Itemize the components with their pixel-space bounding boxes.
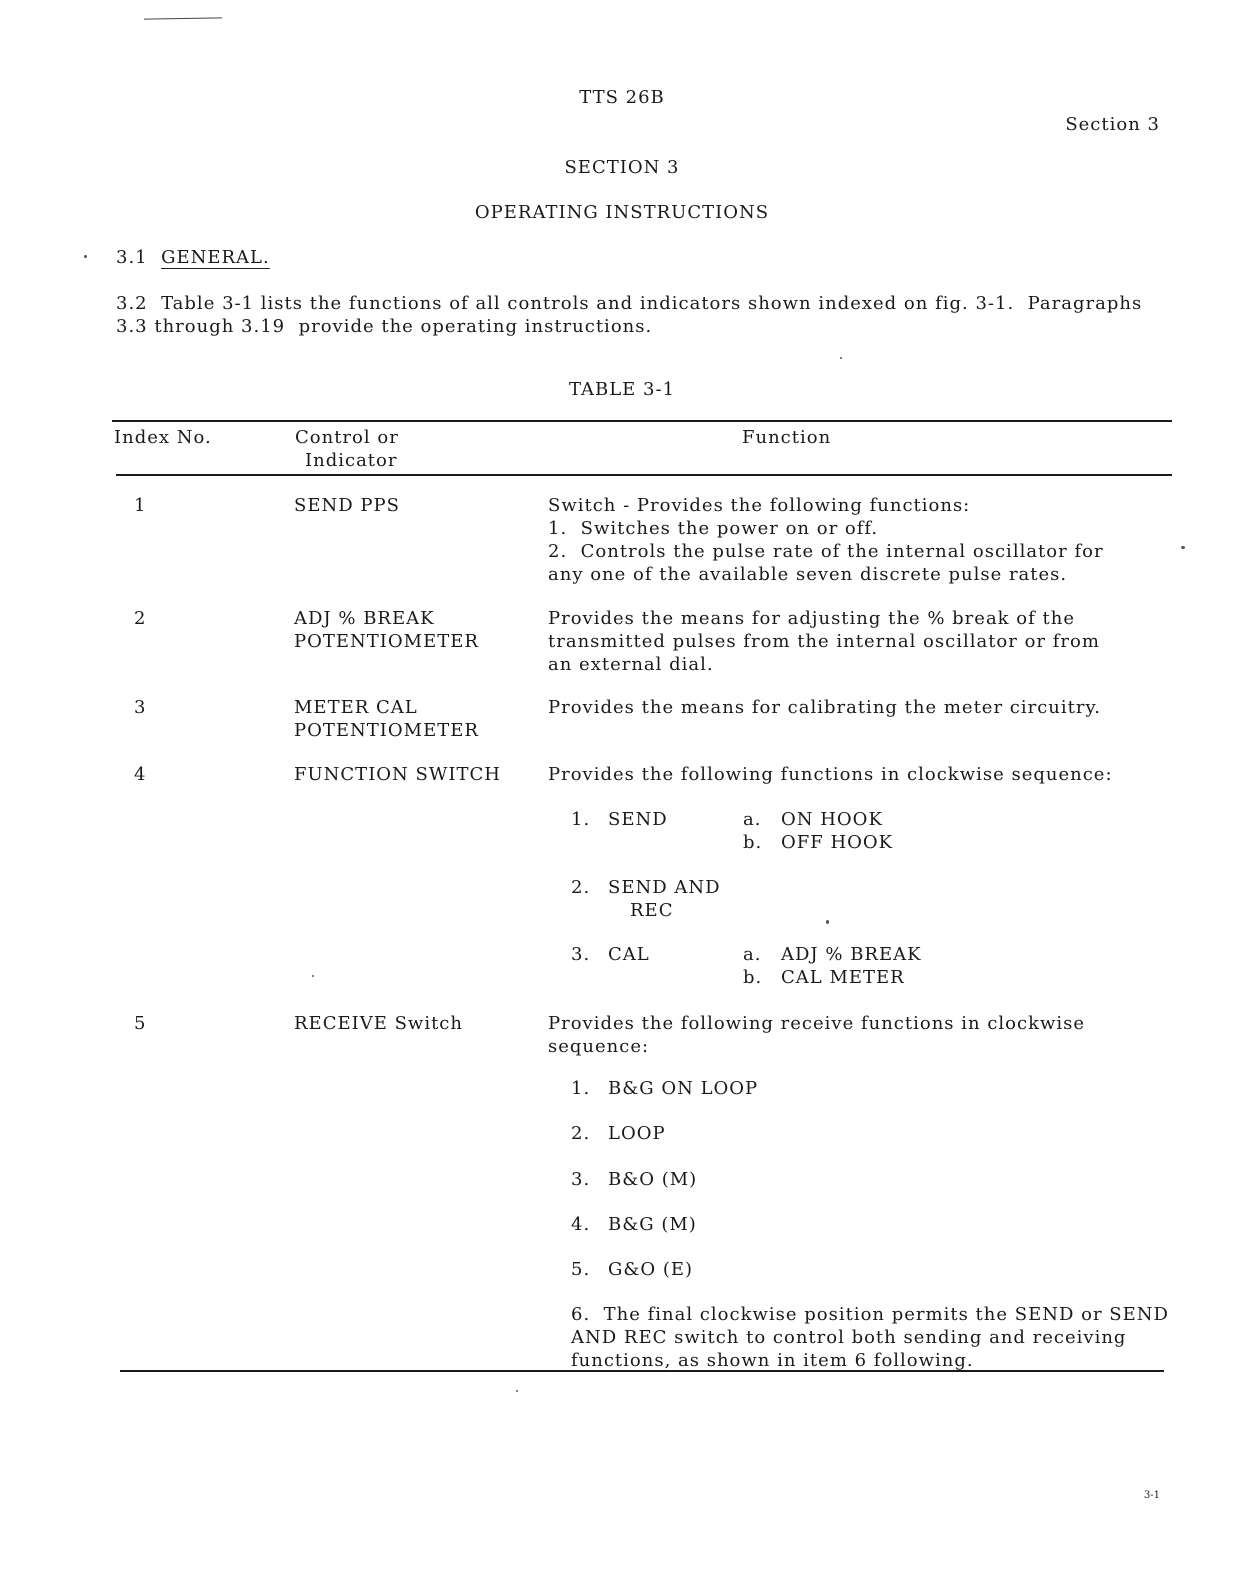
stray-mark <box>144 17 222 21</box>
item-number: 5. <box>571 1259 591 1280</box>
section-title: SECTION 3 <box>564 157 680 178</box>
row-control: RECEIVE Switch <box>294 1013 463 1034</box>
column-header-control-line: Indicator <box>305 450 398 471</box>
scan-speck <box>516 1390 518 1392</box>
row-index: 3 <box>134 697 147 718</box>
item-label: LOOP <box>608 1123 666 1144</box>
row-index: 4 <box>134 764 147 785</box>
item-number: 4. <box>571 1214 591 1235</box>
option-letter: b. <box>743 832 763 853</box>
table-title: TABLE 3-1 <box>568 379 676 400</box>
document-id: TTS 26B <box>579 87 665 108</box>
function-line: Switch - Provides the following functions: <box>548 495 971 516</box>
item-label: B&G (M) <box>608 1214 697 1235</box>
general-number: 3.1 <box>116 247 148 268</box>
row-index: 1 <box>134 495 147 516</box>
option-text: ON HOOK <box>781 809 883 830</box>
control-line: METER CAL <box>294 697 418 718</box>
function-line: any one of the available seven discrete pulse rates. <box>548 564 1068 585</box>
row-function <box>548 494 1104 586</box>
function-line: an external dial. <box>548 654 714 675</box>
item-label: B&O (M) <box>608 1169 698 1190</box>
section-label: Section 3 <box>1065 114 1160 135</box>
table-top-rule <box>112 420 1172 422</box>
scan-speck <box>312 975 314 977</box>
row-function: Provides the following functions in clockwise sequence: <box>548 764 1113 785</box>
column-header-control-line: Control or <box>295 427 399 448</box>
item-label: B&G ON LOOP <box>608 1078 759 1099</box>
row-index: 5 <box>134 1013 147 1034</box>
control-line: POTENTIOMETER <box>294 720 479 741</box>
item-number: 3. <box>571 1169 591 1190</box>
row-control <box>294 607 479 653</box>
table-header-rule <box>116 474 1172 476</box>
option-text: OFF HOOK <box>781 832 894 853</box>
function-line: 1. Switches the power on or off. <box>548 518 879 539</box>
option-text: CAL METER <box>781 967 905 988</box>
item-number: 2. <box>571 1123 591 1144</box>
paragraph-line: 3.3 through 3.19 provide the operating instructions. <box>116 316 653 337</box>
intro-paragraph <box>116 292 1142 338</box>
item-number: 1. <box>571 809 591 830</box>
column-header-function: Function <box>742 427 832 448</box>
row-function: Provides the means for calibrating the meter circuitry. <box>548 697 1101 718</box>
option-text: ADJ % BREAK <box>781 944 922 965</box>
item-label: SEND <box>608 809 668 830</box>
option-letter: a. <box>743 944 762 965</box>
item-label: G&O (E) <box>608 1259 694 1280</box>
function-line: 2. Controls the pulse rate of the internal oscillator for <box>548 541 1104 562</box>
paragraph-line: 3.2 Table 3-1 lists the functions of all controls and indicators shown indexed on fig. 3-1. Paragraphs <box>116 293 1143 314</box>
scan-speck <box>84 255 87 258</box>
page-number: 3-1 <box>1143 1490 1160 1501</box>
scan-speck <box>1181 546 1185 549</box>
scan-speck <box>840 357 842 359</box>
item-number: 2. <box>571 877 591 898</box>
control-line: POTENTIOMETER <box>294 631 479 652</box>
function-line: transmitted pulses from the internal oscillator or from <box>548 631 1100 652</box>
row-control: FUNCTION SWITCH <box>294 764 501 785</box>
item-label: SEND AND <box>608 877 721 898</box>
page-title: OPERATING INSTRUCTIONS <box>474 202 770 223</box>
option-letter: a. <box>743 809 762 830</box>
final-item-line: 6. The final clockwise position permits the SEND or SEND <box>571 1304 1169 1325</box>
column-header-index: Index No. <box>114 427 212 448</box>
row-index: 2 <box>134 608 147 629</box>
item-number: 1. <box>571 1078 591 1099</box>
general-title: GENERAL. <box>161 247 270 268</box>
scan-speck <box>826 920 829 924</box>
option-letter: b. <box>743 967 763 988</box>
column-header-control <box>295 426 399 472</box>
control-line: ADJ % BREAK <box>294 608 435 629</box>
item-number: 3. <box>571 944 591 965</box>
final-item-line: functions, as shown in item 6 following. <box>571 1350 974 1371</box>
row-control: SEND PPS <box>294 495 400 516</box>
function-line: sequence: <box>548 1036 650 1057</box>
row-function <box>548 1012 1085 1058</box>
final-item <box>571 1303 1169 1372</box>
item-label-continued: REC <box>630 900 674 921</box>
item-label: CAL <box>608 944 650 965</box>
row-control <box>294 696 479 742</box>
final-item-line: AND REC switch to control both sending and receiving <box>571 1327 1127 1348</box>
function-line: Provides the following receive functions in clockwise <box>548 1013 1086 1034</box>
function-line: Provides the means for adjusting the % break of the <box>548 608 1075 629</box>
row-function <box>548 607 1100 676</box>
general-heading <box>116 246 270 269</box>
